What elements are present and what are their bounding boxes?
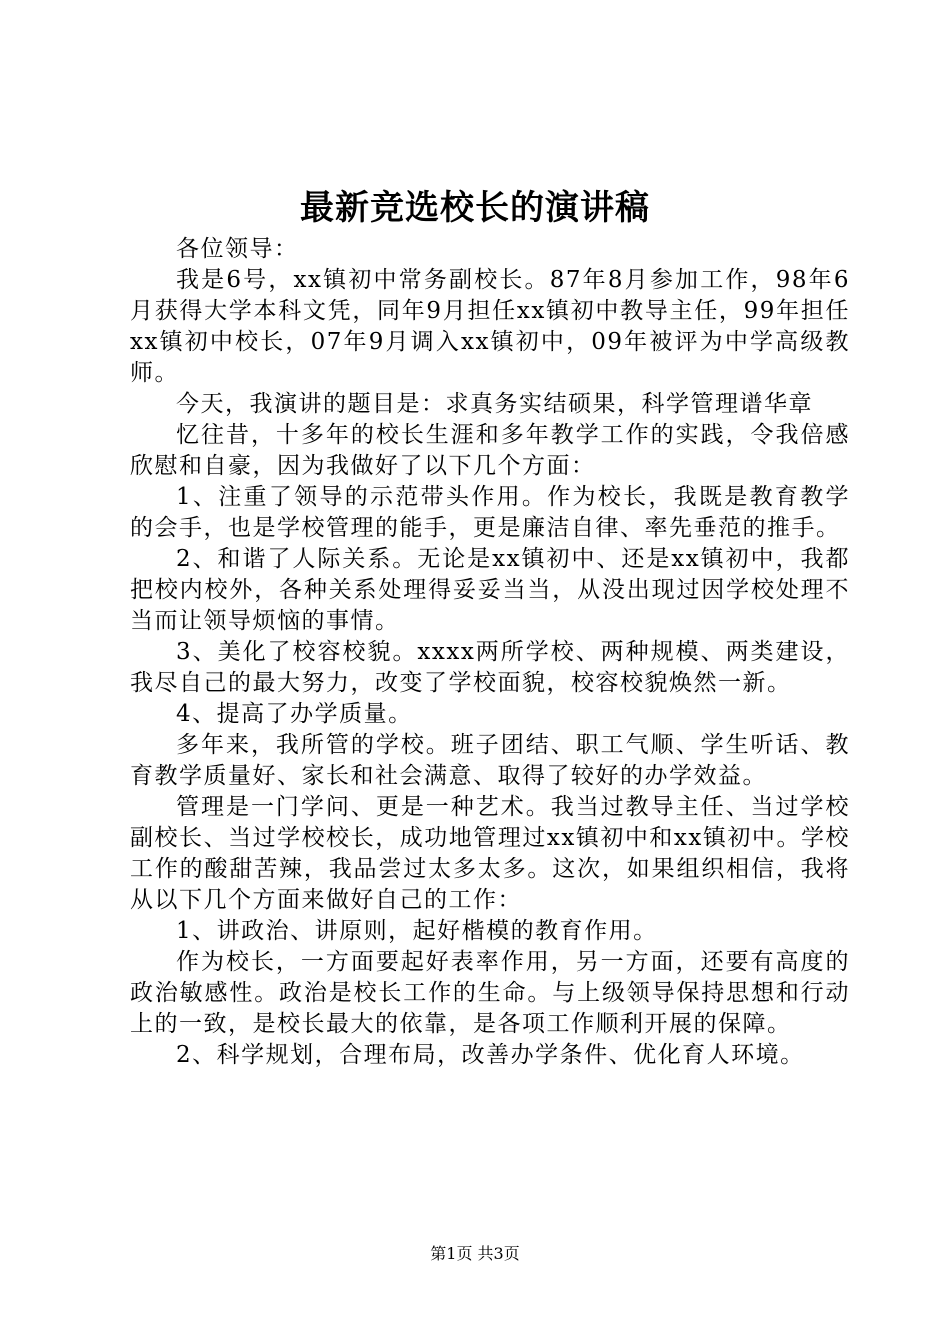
paragraph-salutation: 各位领导： (176, 236, 299, 262)
paragraph-results: 多年来，我所管的学校。班子团结、职工气顺、学生听话、教育教学质量好、家长和社会满意、取得了较好的办学效益。 (130, 732, 850, 789)
paragraph-point-3: 3、美化了校容校貌。xxxx两所学校、两种规模、两类建设，我尽自己的最大努力，改变了学校面貌，校容校貌焕然一新。 (130, 639, 850, 696)
paragraph-point-1: 1、注重了领导的示范带头作用。作为校长，我既是教育教学的会手，也是学校管理的能手，更是廉洁自律、率先垂范的推手。 (130, 484, 850, 541)
paragraph-plan-1: 1、讲政治、讲原则，起好楷模的教育作用。 (176, 918, 658, 944)
document-title: 最新竞选校长的演讲稿 (300, 188, 650, 228)
page-footer: 第1页 共3页 (430, 1244, 520, 1263)
document-body (130, 234, 850, 1071)
paragraph-plan-1-detail: 作为校长，一方面要起好表率作用，另一方面，还要有高度的政治敏感性。政治是校长工作的生命。与上级领导保持思想和行动上的一致，是校长最大的依靠，是各项工作顺利开展的保障。 (130, 949, 850, 1037)
paragraph-plan-2: 2、科学规划，合理布局，改善办学条件、优化育人环境。 (176, 1042, 805, 1068)
paragraph-speech-topic: 今天，我演讲的题目是：求真务实结硕果，科学管理谱华章 (176, 391, 813, 417)
paragraph-recollection: 忆往昔，十多年的校长生涯和多年教学工作的实践，令我倍感欣慰和自豪，因为我做好了以下几个方面： (130, 422, 850, 479)
paragraph-point-4: 4、提高了办学质量。 (176, 701, 413, 727)
paragraph-point-2: 2、和谐了人际关系。无论是xx镇初中、还是xx镇初中，我都把校内校外，各种关系处理得妥妥当当，从没出现过因学校处理不当而让领导烦恼的事情。 (130, 546, 850, 634)
paragraph-self-introduction: 我是6号，xx镇初中常务副校长。87年8月参加工作，98年6月获得大学本科文凭，同年9月担任xx镇初中教导主任，99年担任xx镇初中校长，07年9月调入xx镇初中，09年被评为中学高级教师。 (130, 267, 850, 386)
paragraph-management: 管理是一门学问、更是一种艺术。我当过教导主任、当过学校副校长、当过学校校长，成功地管理过xx镇初中和xx镇初中。学校工作的酸甜苦辣，我品尝过太多太多。这次，如果组织相信，我将从以下几个方面来做好自己的工作： (130, 794, 850, 913)
